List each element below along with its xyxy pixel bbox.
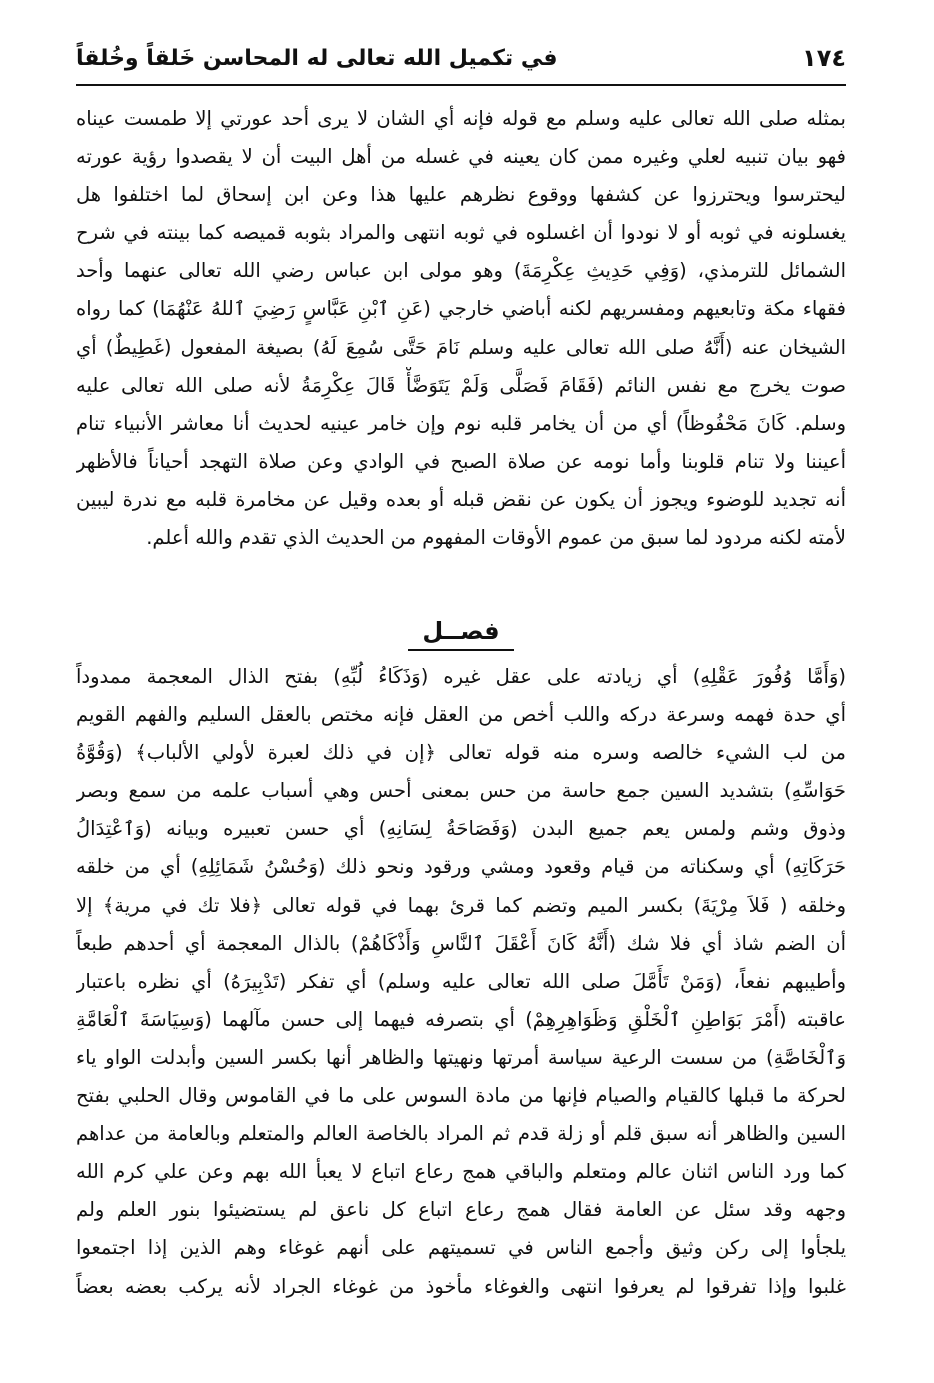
text-line: الشمائل للترمذي، (وَفِي حَدِيثِ عِكْرِمَةَ) وهو مولى ابن عباس رضي الله تعالى عنهما وأحد <box>76 259 846 283</box>
text-line: أي حدة فهمه وسرعة دركه واللب أخص من العقل فإنه مختص بالعقل السليم والفهم القويم <box>76 703 846 727</box>
text-line: من لب الشيء خالصه وسره منه قوله تعالى ﴿إن في ذلك لعبرة لأولي الألباب﴾ (وَقُوَّةُ <box>76 741 846 765</box>
section-heading-label: فصــل <box>408 613 513 651</box>
text-line: السين والظاهر أنه سبق قلم أو زلة قدم ثم المراد بالخاصة العالم والمتعلم وبالعامة من عداهم <box>76 1122 846 1146</box>
text-line: حَوَاسِّهِ) بتشديد السين جمع حاسة من حس بمعنى أحس وهي أسباب علمه من سمع وبصر <box>76 779 846 803</box>
text-line: لأمته لكنه مردود لما سبق من عموم الأوقات المفهوم من الحديث الذي تقدم والله أعلم. <box>146 526 846 550</box>
text-line: لحركة ما قبلها كالقيام والصيام فإنها من مادة السوس على ما في القاموس وقال الحلبي بفتح <box>76 1084 846 1108</box>
text-line: (وَأَمَّا وُفُورَ عَقْلِهِ) أي زيادته على عقل غيره (وَذَكَاءُ لُبِّهِ) بفتح الذال المعجمة ممدوداً <box>76 665 846 688</box>
text-line: فهو بيان تنبيه لعلي وغيره ممن كان يعينه في غسله من أهل البيت أن لا يقصدوا رؤية عورته <box>76 145 846 169</box>
text-line: غلبوا وإذا تفرقوا لم يعرفوا انتهى والغوغاء مأخوذ من غوغاء الجراد لأنه يركب بعضه بعضاً <box>76 1274 846 1298</box>
text-line: يغسلونه في ثوبه أو لا نودوا أن اغسلوه في ثوبه انتهى والمراد بثوبه قميصه كما بينته في شرح <box>76 221 846 245</box>
running-title: في تكميل الله تعالى له المحاسن خَلقاً وخُلقاً <box>76 45 558 71</box>
text-line: وخلقه ( فَلاَ مِرْيَةَ) بكسر الميم وتضم كما قرئ بهما في قوله تعالى ﴿فلا تك في مرية﴾ إلا <box>76 893 846 917</box>
header-rule <box>76 84 846 86</box>
text-line: وأطيبهم نفعاً، (وَمَنْ تَأَمَّلَ صلى الله تعالى عليه وسلم) أي تفكر (تَدْبِيرَهُ) أي نظره باعتبار <box>76 969 846 993</box>
text-line: كما ورد الناس اثنان عالم ومتعلم والباقي همج رعاع اتباع لا يعبأ الله بهم وعن علي كرم الله <box>76 1160 846 1184</box>
text-line: فقهاء مكة وتابعيهم ومفسريهم لكنه أباضي خارجي (عَنِ ٱبْنِ عَبَّاسٍ رَضِيَ ٱللهُ عَنْهُمَا) كما رواه <box>76 297 846 321</box>
bottom-paragraph <box>76 658 846 1306</box>
running-header <box>76 36 846 80</box>
page-number: ١٧٤ <box>802 44 846 72</box>
text-line: وَٱلْخَاصَّةِ) من سست الرعية سياسة أمرتها ونهيتها والظاهر أنها بكسر السين وأبدلت الواو ياء <box>76 1045 846 1069</box>
text-line: أعيننا ولا تنام قلوبنا وأما نومه عن صلاة الصبح في الوادي وعن صلاة التهجد أحياناً فالأظهر <box>76 449 846 473</box>
text-line: حَرَكَاتِهِ) أي وسكناته من قيام وقعود ومشي ورقود ونحو ذلك (وَحُسْنُ شَمَائِلِهِ) أي من خلقه <box>76 855 846 879</box>
section-heading <box>76 606 846 656</box>
text-line: وسلم. كَانَ مَحْفُوظاً) أي من أن يخامر قلبه نوم وإن خامر عينيه لحديث أنا معاشر الأنبياء تنام <box>76 411 846 435</box>
text-line: يلجأوا إلى ركن وثيق وأجمع الناس في تسميتهم على أنهم غوغاء وهم الذين إذا اجتمعوا <box>76 1236 846 1260</box>
text-line: الشيخان عنه (أَنَّهُ صلى الله تعالى عليه وسلم نَامَ حَتَّى سُمِعَ لَهُ) بصيغة المفعول (غَطِيطٌ) أي <box>76 335 846 359</box>
text-line: أنه تجديد للوضوء ويجوز أن يكون عن نقض قبله أو بعده وقيل عن مخامرة قلبه مع ندرة ليبين <box>76 487 846 511</box>
text-line: أن الضم شاذ أي فلا شك (أَنَّهُ كَانَ أَعْقَلَ ٱلنَّاسِ وَأَذْكَاهُمْ) بالذال المعجمة أي أحدهم طبعاً <box>76 931 846 955</box>
text-line: وجهه وقد سئل عن العامة فقال همج رعاع اتباع كل ناعق لم يستضيئوا بنور العلم ولم <box>76 1198 846 1222</box>
top-paragraph <box>76 100 846 557</box>
text-line: وذوق وشم ولمس يعم جميع البدن (وَفَصَاحَةُ لِسَانِهِ) أي حسن تعبيره وبيانه (وَٱعْتِدَالُ <box>76 817 846 841</box>
text-line: عاقبته (أَمْرَ بَوَاطِنِ ٱلْخَلْقِ وَظَوَاهِرِهِمْ) أي بتصرفه فيهما إلى حسن مآلهما (وَسِيَاسَةَ ٱلْعَامَّةِ <box>76 1007 846 1031</box>
text-line: بمثله صلى الله تعالى عليه وسلم مع قوله فإنه أي الشان لا يرى أحد عورتي إلا طمست عيناه <box>76 107 846 130</box>
text-line: ليحترسوا ويحترزوا عن كشفها ووقوع نظرهم عليها هذا وعن ابن إسحاق لما اختلفوا هل <box>76 183 846 207</box>
text-line: صوت يخرج مع نفس النائم (فَقَامَ فَصَلَّى وَلَمْ يَتَوَضَّأْ قَالَ عِكْرِمَةُ لأنه صلى الله تعالى عليه <box>76 373 846 397</box>
